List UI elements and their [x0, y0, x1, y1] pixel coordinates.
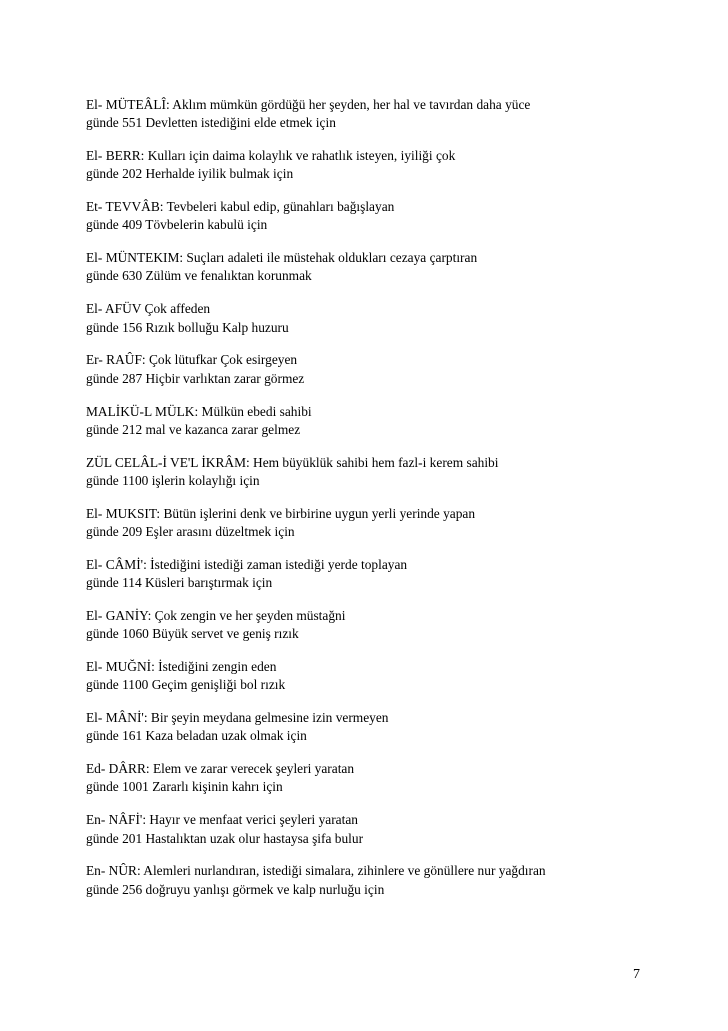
entry-name-line: El- CÂMİ': İstediğini istediği zaman istediği yerde toplayan: [86, 556, 408, 572]
entry: [86, 658, 696, 694]
entry-count-line: günde 1001 Zararlı kişinin kahrı için: [86, 779, 283, 795]
entry: [86, 505, 696, 541]
entry-name-line: El- MÂNİ': Bir şeyin meydana gelmesine izin vermeyen: [86, 710, 389, 726]
entry-name-line: El- GANİY: Çok zengin ve her şeyden müstağni: [86, 607, 346, 623]
entry-count-line: günde 1100 işlerin kolaylığı için: [86, 472, 260, 488]
entry: [86, 198, 696, 234]
entry-name-line: Et- TEVVÂB: Tevbeleri kabul edip, günahları bağışlayan: [86, 199, 395, 215]
entry-count-line: günde 1060 Büyük servet ve geniş rızık: [86, 626, 299, 642]
entry: [86, 862, 696, 898]
entry-count-line: günde 114 Küsleri barıştırmak için: [86, 575, 273, 591]
entry: [86, 760, 696, 796]
entry-count-line: günde 156 Rızık bolluğu Kalp huzuru: [86, 319, 289, 335]
entry-name-line: ZÜL CELÂL-İ VE'L İKRÂM: Hem büyüklük sahibi hem fazl-i kerem sahibi: [86, 454, 499, 470]
entry-name-line: En- NÂFİ': Hayır ve menfaat verici şeyleri yaratan: [86, 812, 358, 828]
entry-name-line: MALİKÜ-L MÜLK: Mülkün ebedi sahibi: [86, 403, 312, 419]
entry-count-line: günde 212 mal ve kazanca zarar gelmez: [86, 421, 301, 437]
entry: [86, 556, 696, 592]
page-number: 7: [633, 967, 640, 982]
entry: [86, 709, 696, 745]
entry-count-line: günde 161 Kaza beladan uzak olmak için: [86, 728, 307, 744]
entry-count-line: günde 202 Herhalde iyilik bulmak için: [86, 166, 294, 182]
entry-name-line: Er- RAÛF: Çok lütufkar Çok esirgeyen: [86, 352, 298, 368]
entry-count-line: günde 256 doğruyu yanlışı görmek ve kalp nurluğu için: [86, 881, 385, 897]
entry-name-line: El- MÜNTEKIM: Suçları adaleti ile müstehak oldukları cezaya çarptıran: [86, 250, 478, 266]
entry-count-line: günde 287 Hiçbir varlıktan zarar görmez: [86, 370, 305, 386]
entry-count-line: günde 409 Tövbelerin kabulü için: [86, 217, 268, 233]
entry-count-line: günde 630 Zülüm ve fenalıktan korunmak: [86, 268, 312, 284]
entry: [86, 454, 696, 490]
entry-count-line: günde 209 Eşler arasını düzeltmek için: [86, 523, 295, 539]
entry-name-line: El- MUKSIT: Bütün işlerini denk ve birbirine uygun yerli yerinde yapan: [86, 505, 476, 521]
entry-count-line: günde 551 Devletten istediğini elde etmek için: [86, 115, 336, 131]
entry-count-line: günde 1100 Geçim genişliği bol rızık: [86, 677, 286, 693]
entry: [86, 351, 696, 387]
entry: [86, 403, 696, 439]
entry-name-line: El- MÜTEÂLÎ: Aklım mümkün gördüğü her şeyden, her hal ve tavırdan daha yüce: [86, 97, 531, 112]
entry: [86, 300, 696, 336]
entry: [86, 607, 696, 643]
entry: [86, 811, 696, 847]
entry: [86, 96, 696, 132]
entry-name-line: Ed- DÂRR: Elem ve zarar verecek şeyleri yaratan: [86, 761, 355, 777]
entry-name-line: En- NÛR: Alemleri nurlandıran, istediği simalara, zihinlere ve gönüllere nur yağdıran: [86, 863, 546, 879]
entry: [86, 249, 696, 285]
entry-count-line: günde 201 Hastalıktan uzak olur hastaysa şifa bulur: [86, 830, 364, 846]
entry-name-line: El- BERR: Kulları için daima kolaylık ve rahatlık isteyen, iyiliği çok: [86, 148, 456, 164]
entry-name-line: El- MUĞNİ: İstediğini zengin eden: [86, 659, 277, 675]
entry: [86, 147, 696, 183]
entry-name-line: El- AFÜV Çok affeden: [86, 301, 211, 317]
entries-list: [86, 96, 696, 914]
